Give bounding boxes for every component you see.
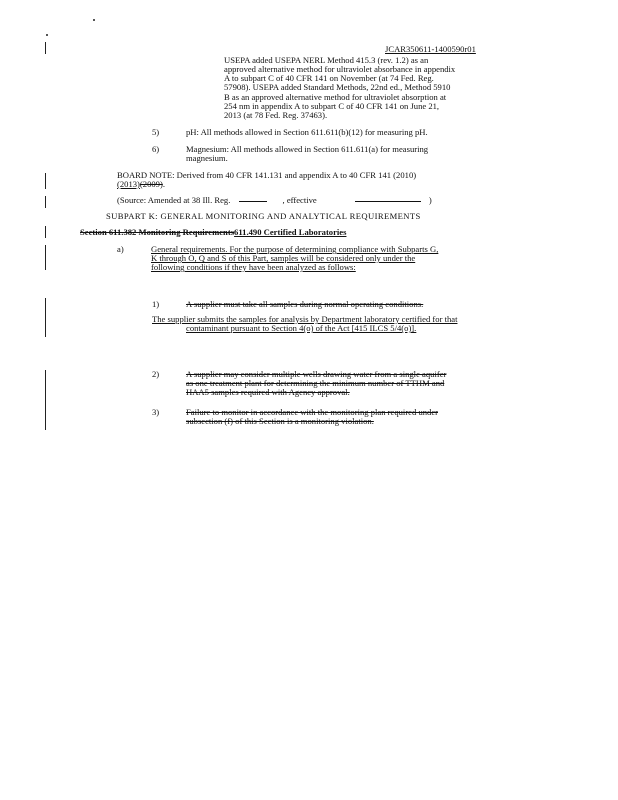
item-text: Magnesium: All methods allowed in Section 611.611(a) for measuring	[186, 144, 429, 154]
item-number: 2)	[152, 369, 160, 379]
item-number: 1)	[152, 299, 160, 309]
board-note-end: .	[162, 179, 165, 189]
board-note-line2	[117, 180, 165, 190]
document-id: JCAR350611-1400590r01	[385, 44, 476, 54]
scan-dot	[93, 19, 95, 21]
change-bar	[45, 226, 46, 238]
change-bar	[45, 196, 46, 208]
deleted-text: A supplier must take all samples during normal operating conditions.	[186, 299, 424, 309]
item-number: 3)	[152, 407, 160, 417]
change-bar	[45, 298, 46, 337]
item-text: pH: All methods allowed in Section 611.611(b)(12) for measuring pH.	[186, 127, 428, 137]
body-line: 254 nm in appendix A to subpart C of 40 CFR 141 on June 21,	[224, 101, 440, 111]
para-text: K through O, Q and S of this Part, samples will be considered only under the	[151, 253, 416, 263]
body-line: USEPA added USEPA NERL Method 415.3 (rev. 1.2) as an	[224, 55, 429, 65]
change-bar	[45, 173, 46, 189]
body-line: 57908). USEPA added Standard Methods, 22nd ed., Method 5910	[224, 82, 451, 92]
source-text-c: )	[428, 195, 432, 205]
deleted-text: as one treatment plant for determining the minimum number of TTHM and	[186, 378, 445, 388]
deleted-text: Failure to monitor in accordance with the monitoring plan required under	[186, 407, 439, 417]
deleted-text: A supplier may consider multiple wells drawing water from a single aquifer	[186, 369, 447, 379]
deleted-text: (2009)	[139, 179, 163, 189]
para-text: General requirements. For the purpose of determining compliance with Subparts G,	[151, 244, 439, 254]
source-note	[117, 196, 432, 206]
para-label: a)	[117, 244, 124, 254]
board-note: BOARD NOTE: Derived from 40 CFR 141.131 and appendix A to 40 CFR 141 (2010)	[117, 170, 417, 180]
source-text-a: (Source: Amended at 38 Ill. Reg.	[117, 195, 231, 205]
inserted-text: (2013)	[117, 179, 140, 189]
deleted-text: HAA5 samples required with Agency approval.	[186, 387, 350, 397]
inserted-text: contaminant pursuant to Section 4(o) of the Act [415 ILCS 5/4(o)].	[186, 323, 417, 333]
deleted-section-title: Section 611.382 Monitoring Requirements	[80, 227, 235, 237]
scan-dot	[46, 34, 48, 36]
inserted-section-title: 611.490 Certified Laboratories	[234, 227, 347, 237]
change-bar	[45, 42, 46, 54]
item-number: 6)	[152, 144, 160, 154]
body-line: B as an approved alternative method for ultraviolet absorption at	[224, 92, 447, 102]
body-line: A to subpart C of 40 CFR 141 on November (at 74 Fed. Reg.	[224, 73, 434, 83]
change-bar	[45, 370, 46, 430]
item-text: magnesium.	[186, 153, 228, 163]
source-text-b: , effective	[282, 195, 317, 205]
item-number: 5)	[152, 127, 160, 137]
inserted-text: The supplier submits the samples for analysis by Department laboratory certified for that	[152, 314, 458, 324]
subpart-title: SUBPART K: GENERAL MONITORING AND ANALYTICAL REQUIREMENTS	[106, 211, 421, 221]
para-text: following conditions if they have been analyzed as follows:	[151, 262, 356, 272]
section-heading	[80, 228, 346, 238]
body-line: approved alternative method for ultraviolet absorbance in appendix	[224, 64, 456, 74]
deleted-text: subsection (f) of this Section is a monitoring violation.	[186, 416, 374, 426]
body-line: 2013 (at 78 Fed. Reg. 37463).	[224, 110, 328, 120]
change-bar	[45, 245, 46, 270]
